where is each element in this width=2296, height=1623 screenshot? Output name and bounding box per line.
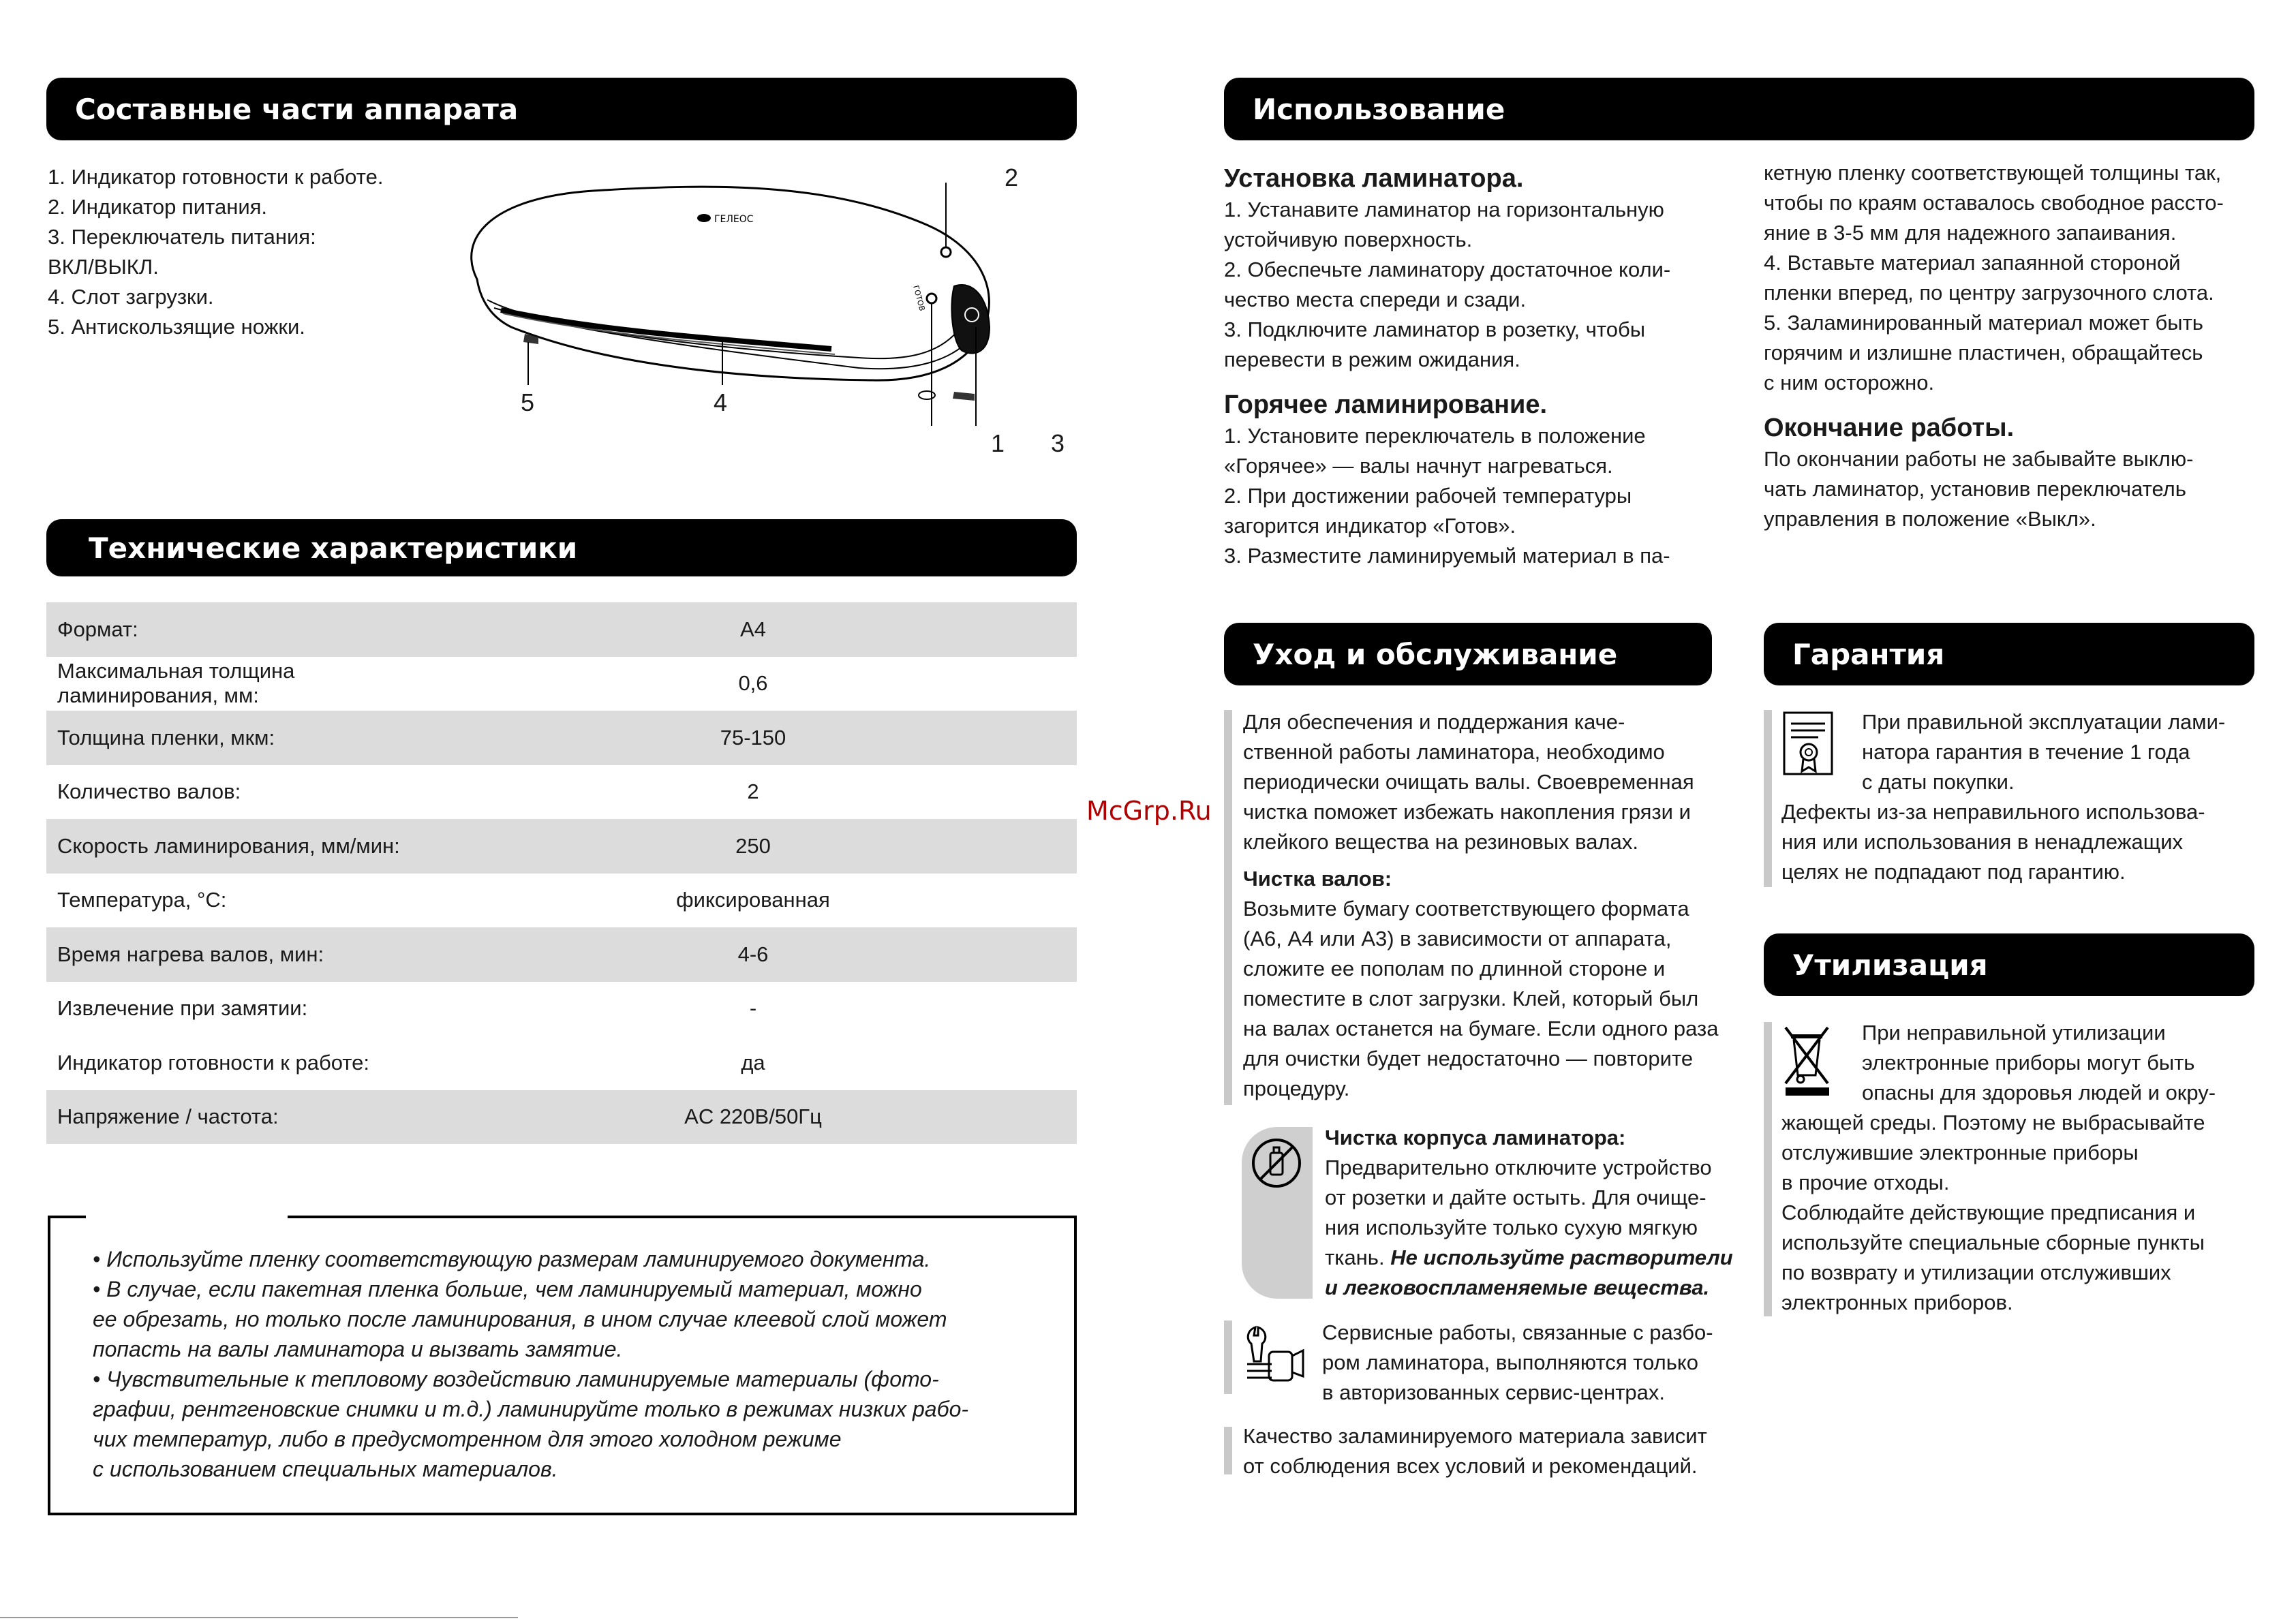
hot-line: 2. При достижении рабочей температуры <box>1224 484 1632 508</box>
care-bar <box>1224 710 1232 1105</box>
warranty-line: целях не подпадают под гарантию. <box>1781 860 2126 884</box>
care-header <box>1224 623 1712 685</box>
disposal-line: опасны для здоровья людей и окру- <box>1862 1081 2216 1104</box>
parts-list <box>48 162 383 342</box>
disposal-line: жающей среды. Поэтому не выбрасывайте <box>1781 1111 2205 1134</box>
body-clean-text <box>1325 1123 1733 1303</box>
rollers-line: (А6, А4 или А3) в зависимости от аппарата, <box>1243 927 1672 950</box>
table-row <box>46 927 1077 982</box>
spec-key: Формат: <box>46 602 429 657</box>
brand-label: ГЕЛЕОС <box>714 214 754 225</box>
end-title: Окончание работы. <box>1764 414 2015 442</box>
note-line: с использованием специальных материалов. <box>93 1457 558 1481</box>
hot-cont-line: пленки вперед, по центру загрузочного слота. <box>1764 281 2214 305</box>
rollers-title: Чистка валов: <box>1243 867 1392 891</box>
table-row <box>46 1036 1077 1090</box>
rollers-line: сложите ее пополам по длинной стороне и <box>1243 957 1666 980</box>
quality-line: Качество заламинируемого материала зависит <box>1243 1424 1707 1448</box>
table-row <box>46 874 1077 928</box>
hot-cont-line: 4. Вставьте материал запаянной стороной <box>1764 251 2181 275</box>
rollers-line: процедуру. <box>1243 1077 1350 1100</box>
body-clean-line: Предварительно отключите устройство <box>1325 1156 1712 1179</box>
body-clean-line: от розетки и дайте остыть. Для очище- <box>1325 1186 1706 1209</box>
spec-value: 2 <box>747 779 759 804</box>
callout-2: 2 <box>1005 164 1019 191</box>
hot-line: загорится индикатор «Готов». <box>1224 514 1516 538</box>
spec-value: да <box>741 1050 765 1075</box>
hot-line: «Горячее» — валы начнут нагреваться. <box>1224 454 1613 478</box>
table-row <box>46 819 1077 874</box>
install-line: 2. Обеспечьте ламинатору достаточное коли- <box>1224 258 1671 281</box>
disposal-bar <box>1764 1022 1772 1316</box>
care-line: чистка поможет избежать накопления грязи и <box>1243 800 1691 824</box>
table-row <box>46 711 1077 765</box>
disposal-line: Соблюдайте действующие предписания и <box>1781 1201 2196 1224</box>
spec-value: фиксированная <box>676 888 830 912</box>
care-header-text: Уход и обслуживание <box>1253 637 1618 671</box>
spec-value: 75-150 <box>429 711 1077 765</box>
body-clean-warning-2: и легковоспламеняемые вещества. <box>1325 1276 1710 1299</box>
spec-value: AC 220В/50Гц <box>429 1090 1077 1145</box>
table-row <box>46 765 1077 820</box>
table-row <box>46 982 1077 1036</box>
service-line: ром ламинатора, выполняются только <box>1322 1350 1699 1374</box>
spec-key: Время нагрева валов, мин: <box>46 927 429 982</box>
disposal-header <box>1764 933 2254 996</box>
care-line: ственной работы ламинатора, необходимо <box>1243 740 1665 764</box>
warranty-line: При правильной эксплуатации лами- <box>1862 710 2226 734</box>
rollers-line: на валах останется на бумаге. Если одного раза <box>1243 1017 1719 1040</box>
disposal-line: При неправильной утилизации <box>1862 1021 2166 1045</box>
quality-text <box>1243 1421 1707 1481</box>
spec-value: А4 <box>429 602 1077 657</box>
parts-header-text: Составные части аппарата <box>75 92 519 126</box>
parts-item: 5. Антискользящие ножки. <box>48 315 305 339</box>
hot-cont-line: горячим и излишне пластичен, обращайтесь <box>1764 341 2203 365</box>
service-tools-icon <box>1242 1320 1307 1389</box>
spec-key: Индикатор готовности к работе: <box>57 1050 369 1075</box>
notes-text <box>93 1244 968 1484</box>
service-text <box>1322 1318 1713 1408</box>
spec-key: Извлечение при замятии: <box>57 996 308 1021</box>
install-line: чество места спереди и сзади. <box>1224 288 1527 311</box>
spec-value: - <box>749 996 757 1021</box>
hot-title: Горячее ламинирование. <box>1224 390 1548 419</box>
spec-key: Максимальная толщина ламинирования, мм: <box>57 659 295 708</box>
rollers-line: для очистки будет недостаточно — повторите <box>1243 1047 1694 1070</box>
note-line: • Чувствительные к тепловому воздействию ламинируемые материалы (фото- <box>93 1367 939 1391</box>
care-text <box>1243 707 1718 1104</box>
warranty-line: натора гарантия в течение 1 года <box>1862 740 2190 764</box>
callout-1: 1 <box>991 429 1005 457</box>
disposal-line: электронные приборы могут быть <box>1862 1051 2195 1075</box>
end-line: управления в положение «Выкл». <box>1764 507 2096 531</box>
install-line: 1. Устанавите ламинатор на горизонтальную <box>1224 198 1664 221</box>
install-line: устойчивую поверхность. <box>1224 228 1473 251</box>
notes-box-gap <box>86 1210 288 1220</box>
bottom-rule <box>0 1617 518 1618</box>
care-line: клейкого вещества на резиновых валах. <box>1243 830 1638 854</box>
spec-key: Напряжение / частота: <box>46 1090 429 1145</box>
service-line: Сервисные работы, связанные с разбо- <box>1322 1320 1713 1344</box>
hot-line: 1. Установите переключатель в положение <box>1224 424 1646 448</box>
hot-cont-line: чтобы по краям оставалось свободное рассто- <box>1764 191 2224 215</box>
note-line: ее обрезать, но только после ламинирования, в ином случае клеевой слой может <box>93 1307 947 1331</box>
callout-3: 3 <box>1051 429 1065 457</box>
parts-item: 1. Индикатор готовности к работе. <box>48 165 384 189</box>
callout-5: 5 <box>521 388 535 416</box>
warranty-bar <box>1764 710 1772 887</box>
spec-key: Количество валов: <box>57 779 241 804</box>
note-line: • В случае, если пакетная пленка больше, чем ламинируемый материал, можно <box>93 1277 922 1301</box>
install-line: перевести в режим ожидания. <box>1224 347 1520 371</box>
spec-value: 0,6 <box>738 671 768 696</box>
warranty-header <box>1764 623 2254 685</box>
hot-cont-line: яние в 3-5 мм для надежного запаивания. <box>1764 221 2177 245</box>
parts-header <box>46 78 1077 140</box>
care-line: Для обеспечения и поддержания каче- <box>1243 710 1625 734</box>
warranty-line: Дефекты из-за неправильного использова- <box>1781 800 2205 824</box>
disposal-text <box>1781 1018 2216 1318</box>
care-line: периодически очищать валы. Своевременная <box>1243 770 1694 794</box>
warranty-text <box>1781 707 2225 887</box>
rollers-line: Возьмите бумагу соответствующего формата <box>1243 897 1689 921</box>
disposal-line: используйте специальные сборные пункты <box>1781 1231 2205 1254</box>
disposal-line: в прочие отходы. <box>1781 1171 1950 1194</box>
spec-header <box>46 519 1077 576</box>
usage-col-1 <box>1224 162 1670 571</box>
body-clean-warning: Не используйте растворители <box>1390 1246 1733 1269</box>
spec-key: Температура, °С: <box>57 888 227 912</box>
hot-line: 3. Разместите ламинируемый материал в па- <box>1224 544 1670 568</box>
end-line: чать ламинатор, установив переключатель <box>1764 477 2186 501</box>
spec-key: Толщина пленки, мкм: <box>46 711 429 765</box>
callout-4: 4 <box>714 388 728 416</box>
hot-cont-line: с ним осторожно. <box>1764 371 1935 395</box>
rollers-line: поместите в слот загрузки. Клей, который был <box>1243 987 1699 1010</box>
watermark: McGrp.Ru <box>1086 796 1212 826</box>
quality-bar <box>1224 1427 1232 1474</box>
warranty-header-text: Гарантия <box>1792 637 1945 671</box>
table-row <box>46 602 1077 657</box>
note-line: • Используйте пленку соответствующую размерам ламинируемого документа. <box>93 1247 931 1271</box>
note-line: графии, рентгеновские снимки и т.д.) ламинируйте только в режимах низких рабо- <box>93 1397 969 1421</box>
usage-header-text: Использование <box>1253 92 1505 126</box>
no-solvent-icon <box>1250 1137 1303 1190</box>
parts-item: ВКЛ/ВЫКЛ. <box>48 255 159 279</box>
spec-table <box>46 602 1077 1144</box>
service-line: в авторизованных сервис-центрах. <box>1322 1380 1666 1404</box>
parts-item: 2. Индикатор питания. <box>48 195 268 219</box>
usage-col-2 <box>1764 158 2224 534</box>
body-clean-title: Чистка корпуса ламинатора: <box>1325 1126 1626 1149</box>
body-clean-line-last <box>1325 1243 1733 1273</box>
parts-item: 4. Слот загрузки. <box>48 285 214 309</box>
parts-item: 3. Переключатель питания: <box>48 225 316 249</box>
ready-label: ГОТОВ <box>911 284 927 312</box>
install-line: 3. Подключите ламинатор в розетку, чтобы <box>1224 318 1646 341</box>
hot-cont-line: 5. Заламинированный материал может быть <box>1764 311 2203 335</box>
disposal-header-text: Утилизация <box>1792 948 1988 982</box>
end-line: По окончании работы не забывайте выклю- <box>1764 447 2194 471</box>
usage-header <box>1224 78 2254 140</box>
spec-value: 4-6 <box>429 927 1077 982</box>
body-clean-line: ния используйте только сухую мягкую <box>1325 1216 1698 1239</box>
spec-key: Скорость ламинирования, мм/мин: <box>46 819 429 874</box>
disposal-line: по возврату и утилизации отслуживших <box>1781 1261 2171 1284</box>
warranty-line: ния или использования в ненадлежащих <box>1781 830 2184 854</box>
body-clean-plain: ткань. <box>1325 1246 1391 1269</box>
spec-header-text: Технические характеристики <box>89 531 578 565</box>
disposal-line: отслужившие электронные приборы <box>1781 1141 2139 1164</box>
table-row <box>46 1090 1077 1145</box>
note-line: чих температур, либо в предусмотренном для этого холодном режиме <box>93 1427 842 1451</box>
service-bar <box>1224 1320 1232 1394</box>
note-line: попасть на валы ламинатора и вызвать замятие. <box>93 1337 623 1361</box>
spec-value: 250 <box>429 819 1077 874</box>
quality-line: от соблюдения всех условий и рекомендаций. <box>1243 1454 1698 1478</box>
disposal-line: электронных приборов. <box>1781 1290 2013 1314</box>
table-row <box>46 657 1077 711</box>
warranty-line: с даты покупки. <box>1862 770 2015 794</box>
install-title: Установка ламинатора. <box>1224 164 1524 193</box>
hot-cont-line: кетную пленку соответствующей толщины так, <box>1764 161 2222 185</box>
